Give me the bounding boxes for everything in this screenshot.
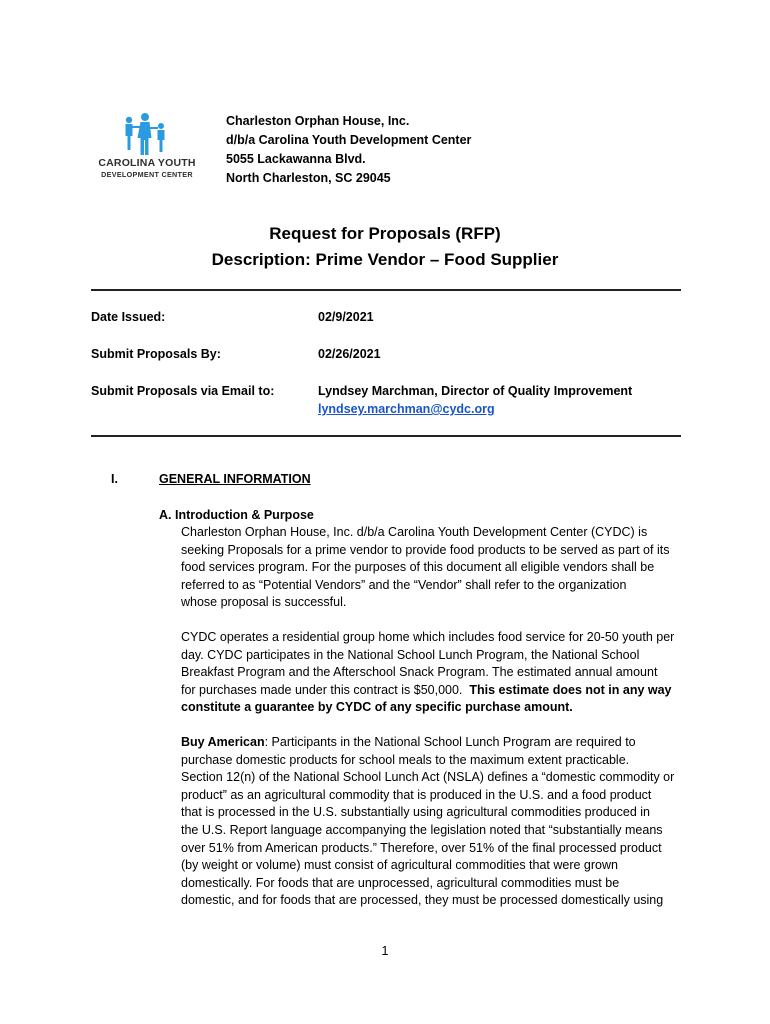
text-line: Section 12(n) of the National School Lunch Act (NSLA) defines a “domestic commodity or <box>181 770 675 785</box>
text-line: product” as an agricultural commodity that is produced in the U.S. and a food product <box>181 787 652 802</box>
section-title: GENERAL INFORMATION <box>159 472 311 486</box>
text-line: day. CYDC participates in the National School Lunch Program, the National School <box>181 647 640 662</box>
bottom-divider <box>91 435 681 437</box>
org-dba: d/b/a Carolina Youth Development Center <box>226 133 472 147</box>
submit-email-label: Submit Proposals via Email to: <box>91 384 275 398</box>
text-line: referred to as “Potential Vendors” and the “Vendor” shall refer to the organization <box>181 577 627 592</box>
logo-text-line2: DEVELOPMENT CENTER <box>101 170 193 179</box>
text-line: that is processed in the U.S. substantially using agricultural commodities produced in <box>181 805 650 820</box>
text-line: food services program. For the purposes of this document all eligible vendors shall be <box>181 560 655 575</box>
text-line <box>181 734 681 752</box>
intro-paragraph <box>181 524 681 612</box>
text-line: over 51% from American products.” Therefore, over 51% of the final processed product <box>181 840 662 855</box>
buy-american-first: : Participants in the National School Lunch Program are required to <box>264 735 636 749</box>
text-line: Charleston Orphan House, Inc. d/b/a Carolina Youth Development Center (CYDC) is <box>181 525 648 539</box>
rfp-description: Description: Prime Vendor – Food Supplier <box>211 250 559 269</box>
estimate-disclaimer-a: This estimate does not in any way <box>469 682 672 697</box>
text-line: domestic, and for foods that are processed, they must be processed domestically using <box>181 893 664 908</box>
org-street: 5055 Lackawanna Blvd. <box>226 152 366 166</box>
top-divider <box>91 289 681 291</box>
text-line: (by weight or volume) must consist of agricultural commodities that were grown <box>181 858 618 873</box>
buy-american-lead: Buy American <box>181 735 265 749</box>
text-line: whose proposal is successful. <box>181 595 347 610</box>
submit-email-contact: Lyndsey Marchman, Director of Quality Improvement <box>318 384 633 398</box>
operations-paragraph <box>181 629 681 717</box>
text-line: domestically. For foods that are unprocessed, agricultural commodities must be <box>181 875 620 890</box>
text-line: seeking Proposals for a prime vendor to provide food products to be served as part of its <box>181 542 670 557</box>
text-line: the U.S. Report language accompanying the legislation noted that “substantially means <box>181 822 663 837</box>
logo-text-line1: CAROLINA YOUTH <box>98 157 196 169</box>
date-issued-label: Date Issued: <box>91 310 166 324</box>
text-line <box>181 699 681 717</box>
org-address <box>226 112 471 188</box>
rfp-title: Request for Proposals (RFP) <box>269 224 501 243</box>
text-line: Breakfast Program and the Afterschool Snack Program. The estimated annual amount <box>181 665 658 680</box>
subsection-heading: A. Introduction & Purpose <box>159 508 314 522</box>
section-number: I. <box>111 472 118 486</box>
page-number: 1 <box>381 944 389 958</box>
estimate-disclaimer-b: constitute a guarantee by CYDC of any specific purchase amount. <box>181 700 573 715</box>
submit-by-label: Submit Proposals By: <box>91 347 221 361</box>
family-icon <box>92 112 202 158</box>
cydc-logo <box>92 112 202 184</box>
text-line <box>181 682 681 700</box>
org-name: Charleston Orphan House, Inc. <box>226 114 410 128</box>
text-line: CYDC operates a residential group home which includes food service for 20-50 youth per <box>181 630 675 644</box>
submit-email-link[interactable]: lyndsey.marchman@cydc.org <box>318 402 495 416</box>
submit-by-value: 02/26/2021 <box>318 347 381 361</box>
org-city: North Charleston, SC 29045 <box>226 171 391 185</box>
text-line: purchase domestic products for school meals to the maximum extent practicable. <box>181 752 630 767</box>
buy-american-paragraph <box>181 734 681 910</box>
text-line-start: for purchases made under this contract is $50,000. <box>181 682 463 697</box>
date-issued-value: 02/9/2021 <box>318 310 374 324</box>
